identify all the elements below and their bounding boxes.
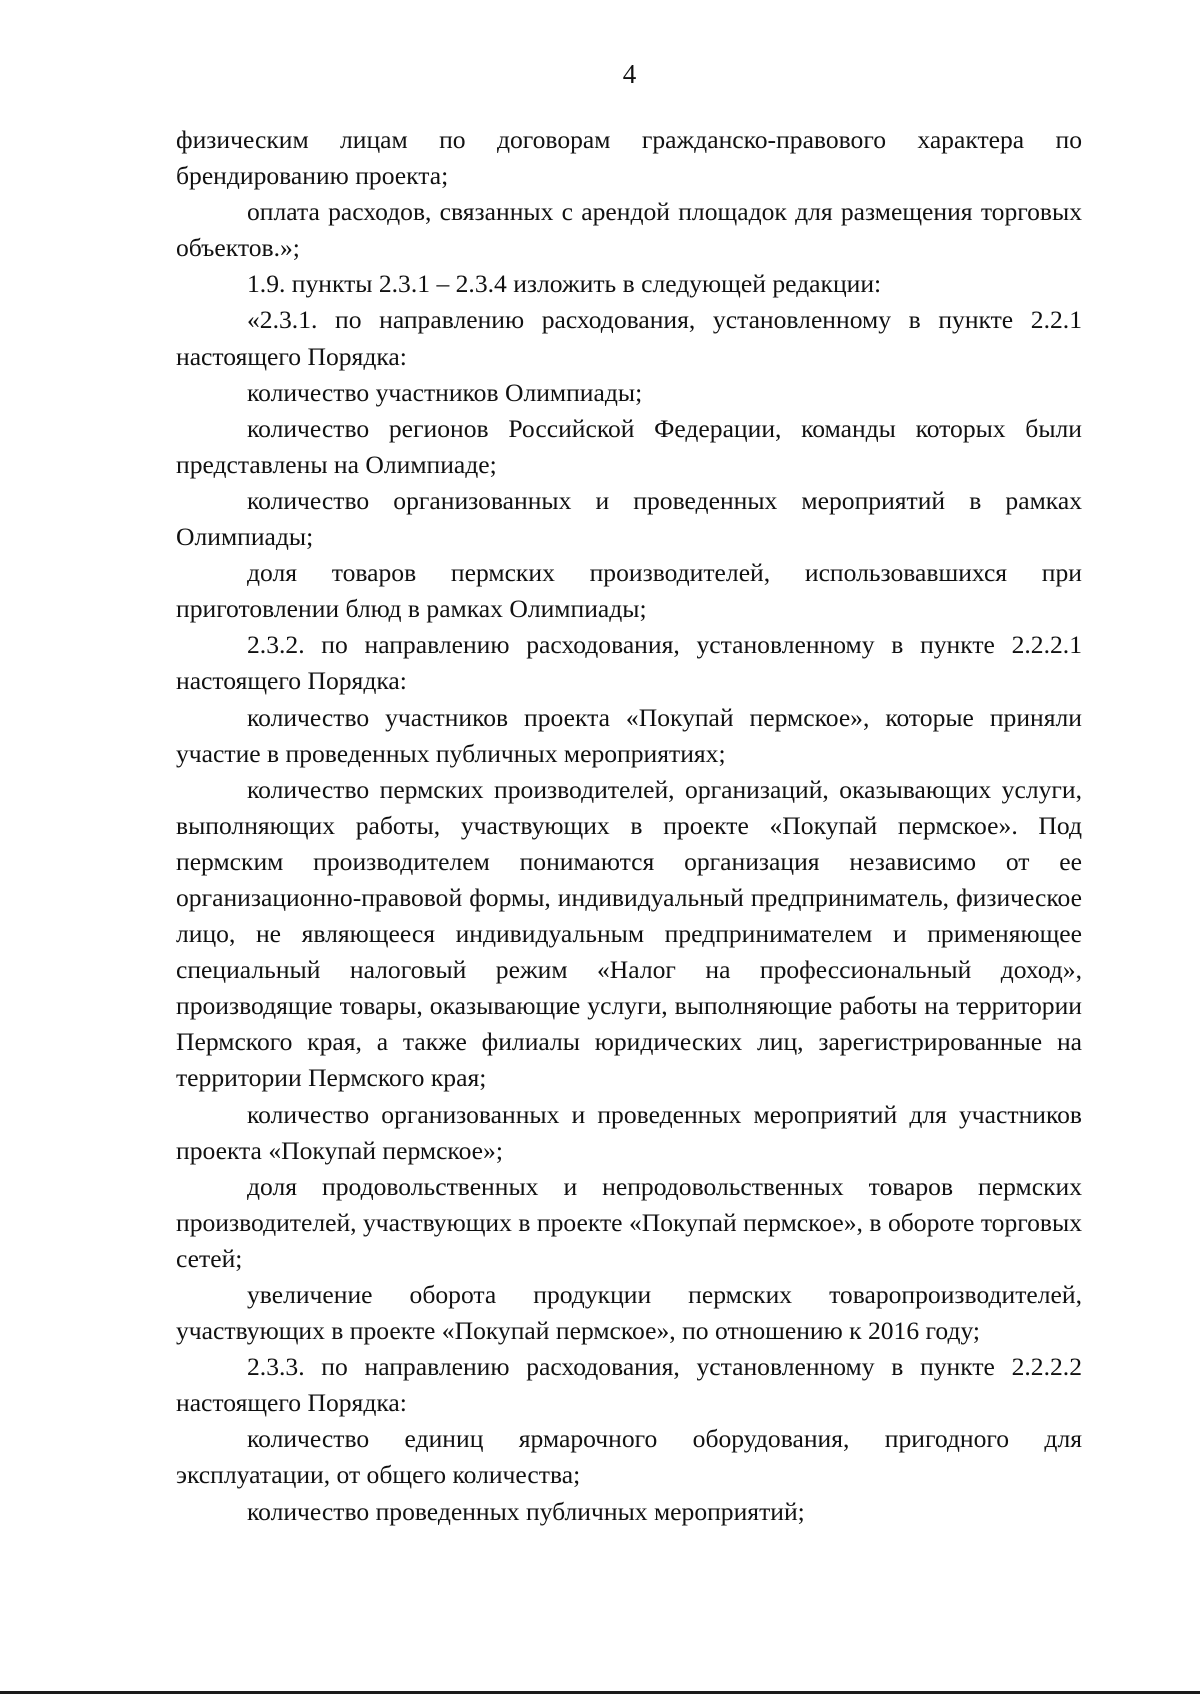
paragraph-project-participants: количество участников проекта «Покупай пермское», которые приняли участие в проведенных публичных мероприятиях; [176,702,1082,768]
document-body [176,122,1082,1530]
paragraph-olympiad-events: количество организованных и проведенных мероприятий в рамках Олимпиады; [176,485,1082,552]
paragraph-clause-2-3-1: «2.3.1. по направлению расходования, установленному в пункте 2.2.1 настоящего Порядка: [176,305,1082,371]
paragraph-project-events: количество организованных и проведенных мероприятий для участников проекта «Покупай пермское»; [176,1099,1082,1165]
paragraph-olympiad-participants: количество участников Олимпиады; [247,377,643,407]
paragraph-fair-equipment: количество единиц ярмарочного оборудования, пригодного для эксплуатации, от общего количества; [176,1424,1082,1490]
paragraph-goods-turnover-share: доля продовольственных и непродовольственных товаров пермских производителей, участвующих в проекте «Покупай пермское», в обороте торговых сетей; [176,1171,1082,1273]
paragraph-public-events: количество проведенных публичных мероприятий; [247,1496,805,1526]
paragraph-goods-share: доля товаров пермских производителей, использовавшихся при приготовлении блюд в рамках Олимпиады; [176,558,1082,624]
paragraph-clause-1-9: 1.9. пункты 2.3.1 – 2.3.4 изложить в следующей редакции: [247,269,882,299]
paragraph-continuation-branding: физическим лицам по договорам гражданско-правового характера по брендированию проекта; [176,125,1082,191]
paragraph-clause-2-3-3: 2.3.3. по направлению расходования, установленному в пункте 2.2.2.2 настоящего Порядка: [176,1352,1082,1418]
paragraph-perm-producers: количество пермских производителей, организаций, оказывающих услуги, выполняющих работы, участвующих в проекте «Покупай пермское». Под пермским производителем понимаются организация независимо от ее организационно-правовой формы, индивидуальный предприниматель, физическое лицо, не являющееся индивидуальным предпринимателем и применяющее специальный налоговый режим «Налог на профессиональный доход», производящие товары, оказывающие услуги, выполняющие работы на территории Пермского края, а также филиалы юридических лиц, зарегистрированные на территории Пермского края; [176,774,1082,1093]
paragraph-clause-2-3-2: 2.3.2. по направлению расходования, установленному в пункте 2.2.2.1 настоящего Порядка: [176,630,1082,696]
paragraph-regions-count: количество регионов Российской Федерации, команды которых были представлены на Олимпиаде; [176,413,1082,479]
paragraph-turnover-increase: увеличение оборота продукции пермских товаропроизводителей, участвующих в проекте «Покупай пермское», по отношению к 2016 году; [176,1280,1082,1346]
page-number: 4 [622,59,637,89]
paragraph-rent-expenses: оплата расходов, связанных с арендой площадок для размещения торговых объектов.»; [176,197,1082,263]
